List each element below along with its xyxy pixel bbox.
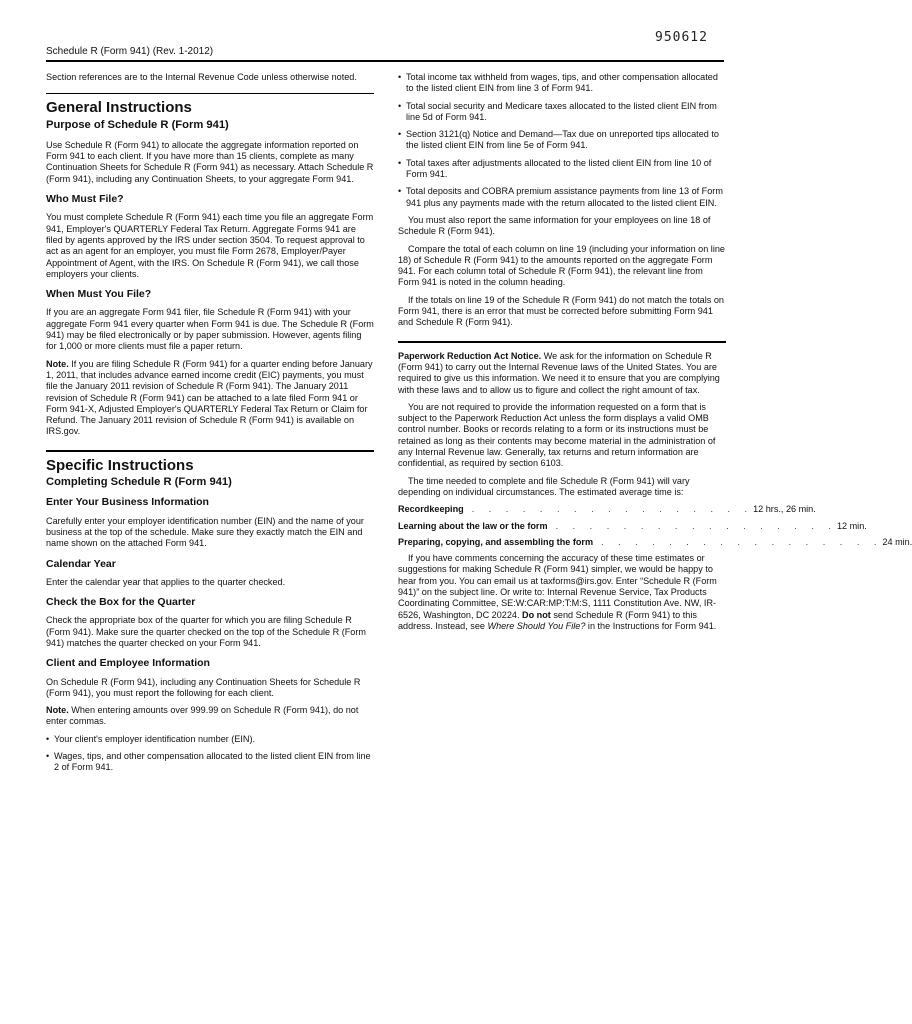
right-column (398, 72, 912, 638)
list-item: • Your client's employer identification number (EIN). (46, 733, 256, 744)
compare-text: Compare the total of each column on line 19 (including your information on line 18) of Schedule R (Form 941) to the amounts reported on the aggregate Form 941. For each column total of Schedule R (Form 941), the relevant line from Form 941 is noted in the column heading. (398, 243, 725, 288)
client-employee-text: On Schedule R (Form 941), including any Continuation Sheets for Schedule R (Form 941), you must report the following for each client. (46, 676, 361, 698)
general-instructions-heading: General Instructions (46, 99, 192, 117)
document-number: 950612 (655, 30, 708, 45)
completing-heading: Completing Schedule R (Form 941) (46, 476, 232, 489)
time-estimate-row: Recordkeeping . . . . . . . . . . . . . . . . . 12 hrs., 26 min. (398, 504, 816, 515)
specific-instructions-heading: Specific Instructions (46, 456, 194, 474)
purpose-heading: Purpose of Schedule R (Form 941) (46, 118, 229, 131)
list-item: • Total income tax withheld from wages, tips, and other compensation allocated to the listed client EIN from line 3 of Form 941. (398, 72, 718, 94)
divider (46, 93, 374, 94)
note-text: When entering amounts over 999.99 on Schedule R (Form 941), do not enter commas. (46, 705, 359, 727)
list-item: • Total taxes after adjustments allocated to the listed client EIN from line 10 of Form 941. (398, 157, 712, 180)
list-item: • Wages, tips, and other compensation allocated to the listed client EIN from line 2 of Form 941. (46, 751, 371, 773)
note-paragraph (46, 359, 374, 438)
business-info-text: Carefully enter your employer identification number (EIN) and the name of your business at the top of the schedule. Make sure they exactly match the EIN and name shown on the attached Form 941. (46, 515, 364, 549)
section-divider (46, 450, 374, 452)
when-must-file-heading: When Must You File? (46, 288, 152, 301)
list-item: • Total social security and Medicare taxes allocated to the listed client EIN from line 5d of Form 941. (398, 100, 717, 122)
calendar-year-text: Enter the calendar year that applies to the quarter checked. (46, 576, 286, 587)
client-employee-heading: Client and Employee Information (46, 657, 210, 670)
list-item: • Section 3121(q) Notice and Demand—Tax due on unreported tips allocated to the listed client EIN from line 5e of Form 941. (398, 129, 719, 151)
pra-label: Paperwork Reduction Act Notice. (398, 350, 542, 361)
time-estimate-row: Preparing, copying, and assembling the form . . . . . . . . . . . . . . . . . 24 min. (398, 536, 912, 547)
time-text: The time needed to complete and file Schedule R (Form 941) will vary depending on individual circumstances. The estimated average time is: (398, 475, 690, 497)
calendar-year-heading: Calendar Year (46, 557, 116, 570)
quarter-heading: Check the Box for the Quarter (46, 596, 196, 609)
purpose-text: Use Schedule R (Form 941) to allocate the aggregate information reported on Form 941 to each client. If you have more than 15 clients, complete as many Continuation Sheets for Schedule R (Form 941) as necessary. Attach Schedule R (Form 941), including any Continuation Sheets, to your aggregate Form 941. (46, 139, 374, 184)
not-required-text: You are not required to provide the information requested on a form that is subject to the Paperwork Reduction Act unless the form displays a valid OMB control number. Books or records relating to a form or its instructions must be retained as long as their contents may become material in the administration of any Internal Revenue law. Generally, tax returns and return information are confidential, as required by section 6103. (398, 401, 716, 469)
left-column (46, 72, 374, 780)
note-label: Note. (46, 705, 69, 716)
when-must-file-text: If you are an aggregate Form 941 filer, file Schedule R (Form 941) with your aggregate Form 941 every quarter when Form 941 is due. The Schedule R (Form 941) may be filed electronically or by paper submission. However, agents filing for 1,000 or more clients must file a paper return. (46, 307, 374, 352)
pra-paragraph (398, 351, 726, 396)
comments-paragraph: If you have comments concerning the accuracy of these time estimates or suggestions for making Schedule R (Form 941) simpler, we would be happy to hear from you. You can email us at taxforms@irs.gov. Enter “Schedule R (Form 941)” on the subject line. Or write to: Internal Revenue Service, Tax Products Coordinating Committee, SE:W:CAR:MP:T:M:S, 1111 Constitution Ave. NW, IR-6526, Washington, DC 20224. Do not send Schedule R (Form 941) to this address. Instead, see Where Should You File? in the Instructions for Form 941. (398, 553, 717, 631)
section-divider (398, 341, 726, 343)
business-info-heading: Enter Your Business Information (46, 496, 209, 509)
time-estimate-row: Learning about the law or the form . . . . . . . . . . . . . . . . . 12 min. (398, 520, 867, 531)
pra-text: We ask for the information on Schedule R (Form 941) to carry out the Internal Revenue laws of the United States. You are required to give us this information. We need it to ensure that you are complying with these laws and to allow us to figure and collect the right amount of tax. (398, 350, 720, 395)
intro-text: Section references are to the Internal Revenue Code unless otherwise noted. (46, 72, 357, 82)
note-text: If you are filing Schedule R (Form 941) for a quarter ending before January 1, 2011, that includes advance earned income credit (EIC) payments, you must file the January 2011 revision of Schedule R (Form 941). The January 2011 revision of Schedule R (Form 941) can be attached to a late filed Form 941 or Form 941-X, Adjusted Employer's QUARTERLY Federal Tax Return or Claim for Refund. The January 2011 revision of Schedule R (Form 941) is available on IRS.gov. (46, 358, 373, 437)
note-paragraph (46, 705, 374, 728)
employees-text: You must also report the same information for your employees on line 18 of Schedule R (Form 941). (398, 214, 711, 237)
list-item: • Total deposits and COBRA premium assistance payments from line 13 of Form 941 plus any payments made with the return allocated to the listed client EIN. (398, 186, 723, 208)
header-rule (46, 60, 724, 62)
quarter-text: Check the appropriate box of the quarter for which you are filing Schedule R (Form 941). Make sure the quarter checked on the top of the Schedule R (Form 941) matches the quarter checked on your Form 941. (46, 615, 366, 648)
who-must-file-text: You must complete Schedule R (Form 941) each time you file an aggregate Form 941, Employer's QUARTERLY Federal Tax Return. Aggregate Forms 941 are filed by agents approved by the IRS under section 3504. To request approval to act as an agent for an employer, you must file Form 2678, Employer/Payer Appointment of Agent, with the IRS. On Schedule R (Form 941), we call those employers your clients. (46, 212, 374, 279)
note-label: Note. (46, 358, 69, 369)
page-header: Schedule R (Form 941) (Rev. 1-2012) (46, 46, 214, 57)
totals-text: If the totals on line 19 of the Schedule R (Form 941) do not match the totals on Form 941, there is an error that must be corrected before submitting Form 941 and Schedule R (Form 941). (398, 294, 724, 328)
who-must-file-heading: Who Must File? (46, 193, 124, 206)
